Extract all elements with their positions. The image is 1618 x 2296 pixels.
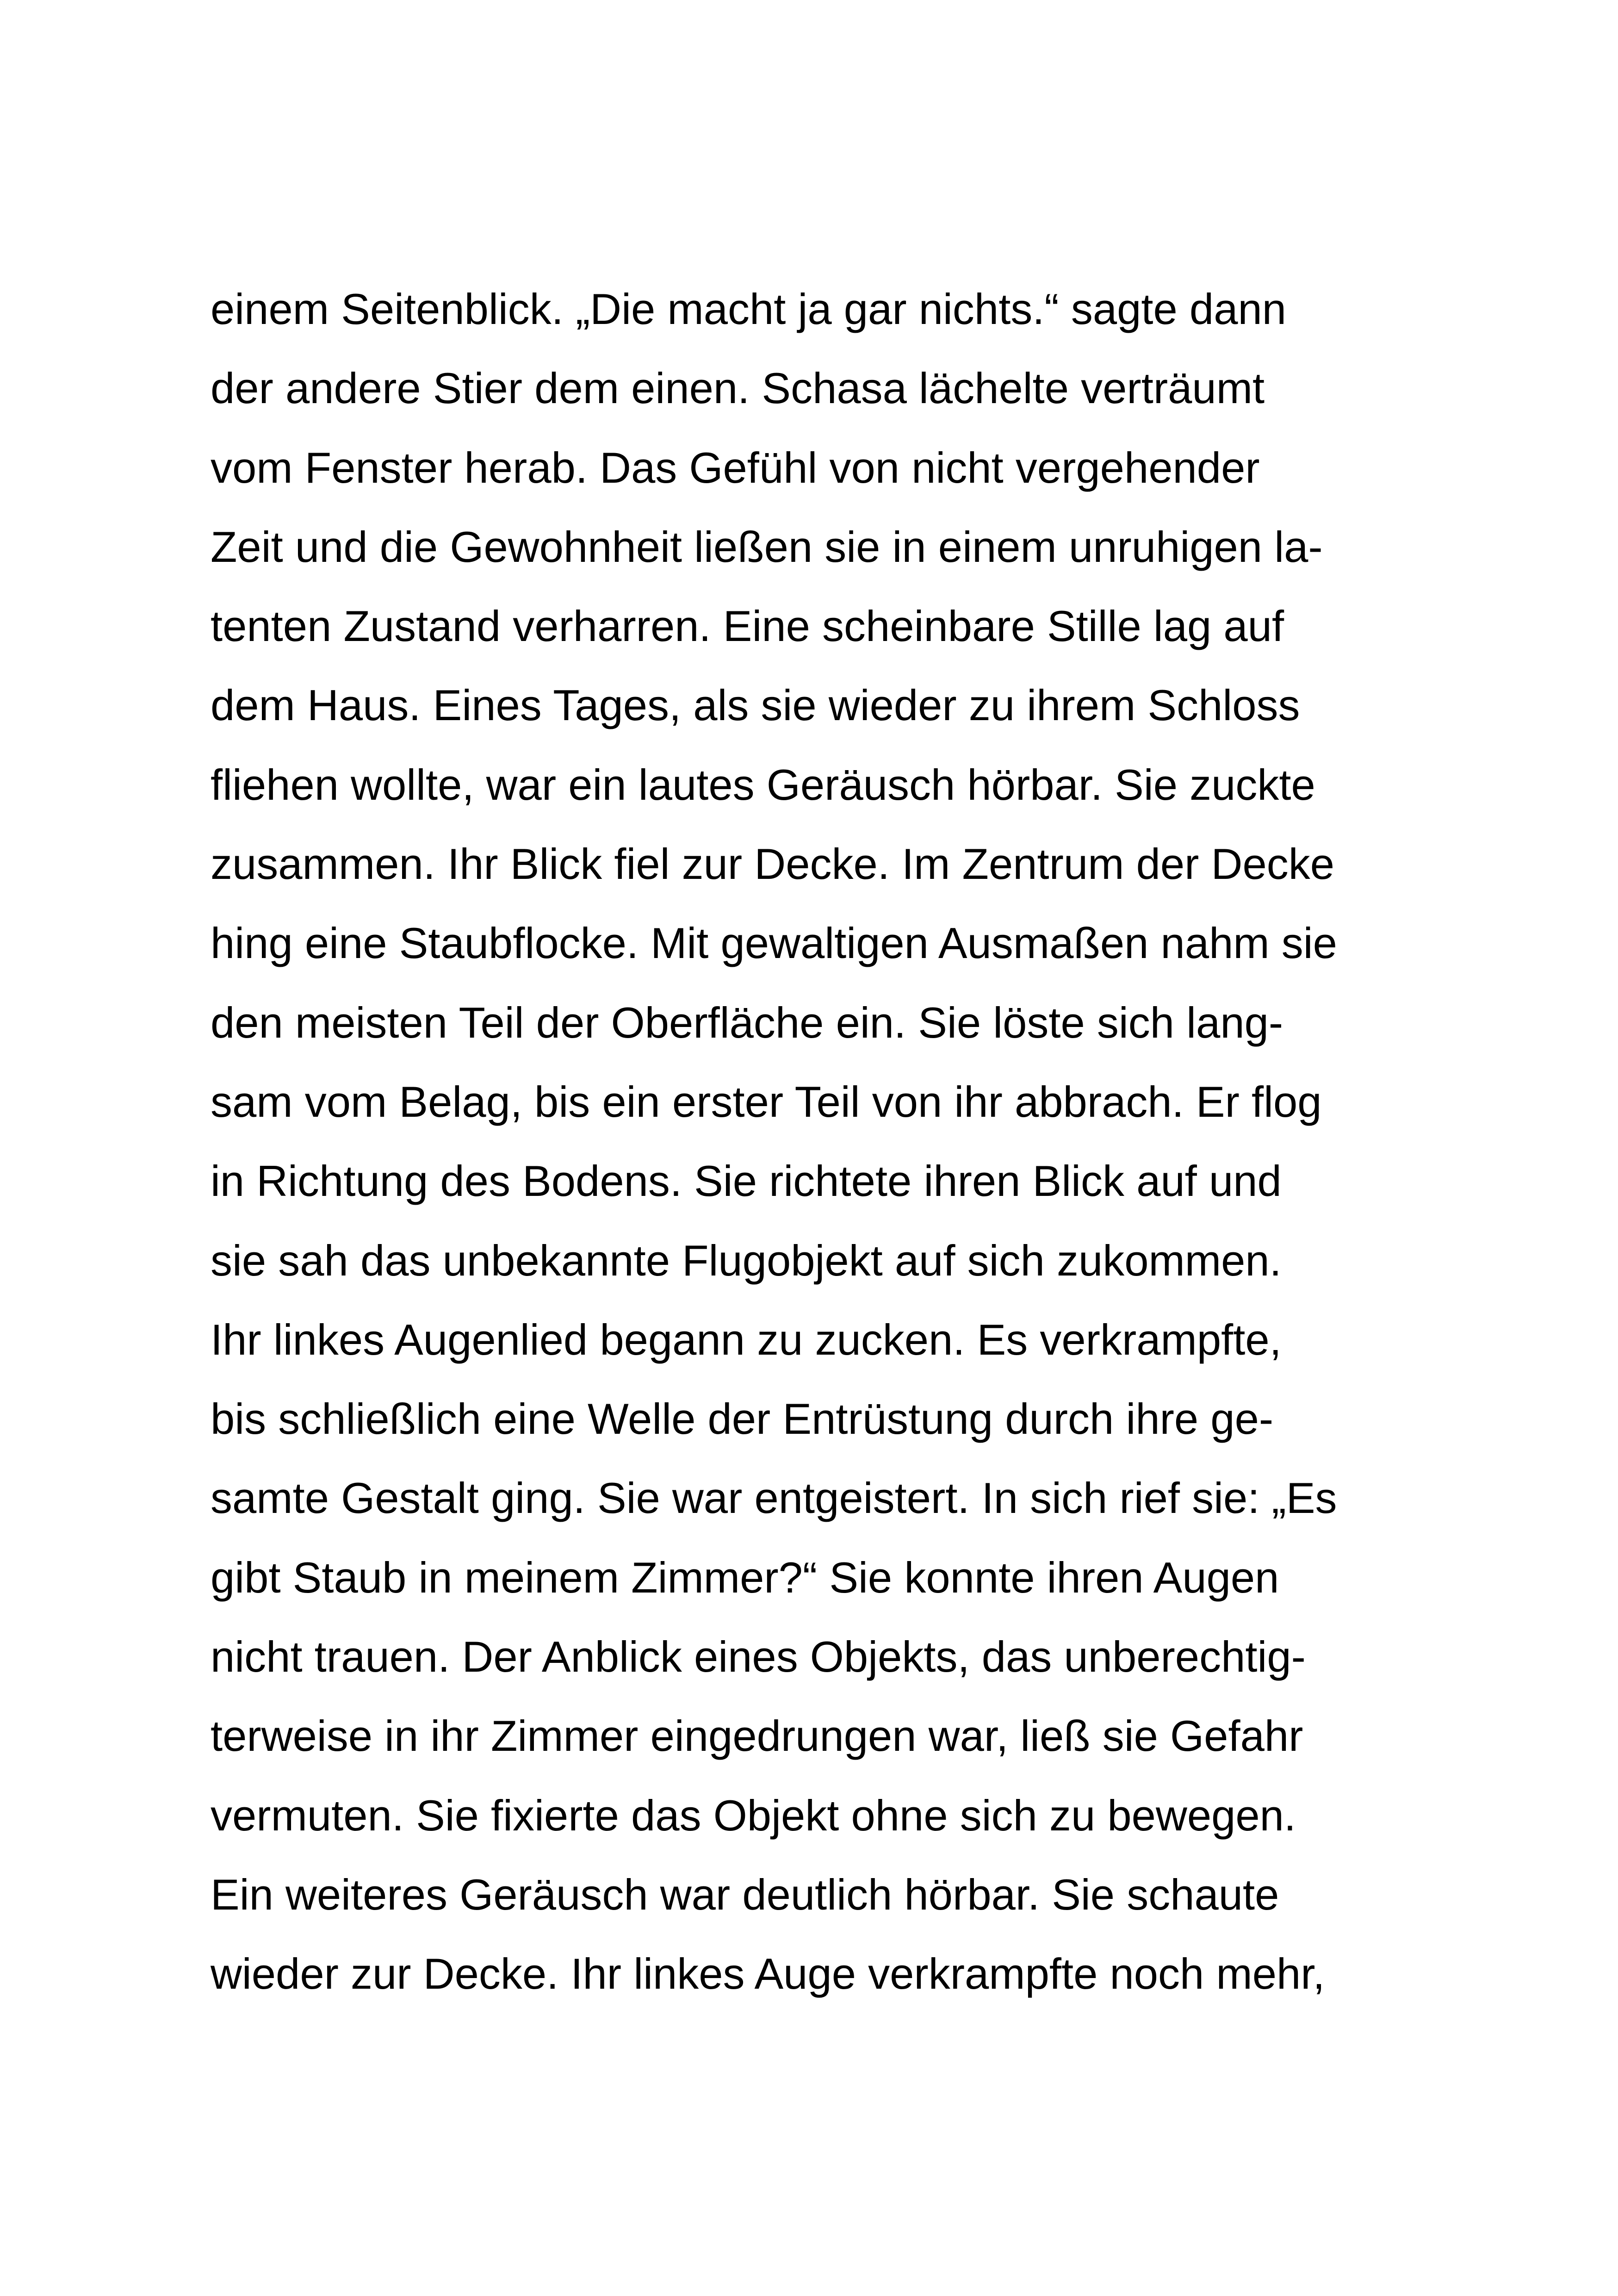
text-line: sam vom Belag, bis ein erster Teil von ihr abbrach. Er flog (211, 1077, 1322, 1126)
text-line: wieder zur Decke. Ihr linkes Auge verkrampfte noch mehr, (211, 1949, 1325, 1998)
text-line: in Richtung des Bodens. Sie richtete ihren Blick auf und (211, 1157, 1282, 1206)
text-line: hing eine Staubflocke. Mit gewaltigen Ausmaßen nahm sie (211, 919, 1337, 968)
text-line: gibt Staub in meinem Zimmer?“ Sie konnte ihren Augen (211, 1553, 1279, 1602)
text-line: tenten Zustand verharren. Eine scheinbare Stille lag auf (211, 602, 1284, 651)
text-line: nicht trauen. Der Anblick eines Objekts, das unberechtig- (211, 1632, 1306, 1681)
text-line: samte Gestalt ging. Sie war entgeistert. In sich rief sie: „Es (211, 1474, 1337, 1523)
text-line: dem Haus. Eines Tages, als sie wieder zu ihrem Schloss (211, 681, 1300, 730)
text-line: Zeit und die Gewohnheit ließen sie in einem unruhigen la- (211, 522, 1323, 571)
text-line: der andere Stier dem einen. Schasa lächelte verträumt (211, 364, 1265, 413)
text-line: sie sah das unbekannte Flugobjekt auf sich zukommen. (211, 1236, 1282, 1285)
text-line: den meisten Teil der Oberfläche ein. Sie löste sich lang- (211, 998, 1283, 1047)
text-line: vom Fenster herab. Das Gefühl von nicht vergehender (211, 443, 1260, 492)
text-line: bis schließlich eine Welle der Entrüstung durch ihre ge- (211, 1394, 1274, 1444)
text-line: terweise in ihr Zimmer eingedrungen war, ließ sie Gefahr (211, 1711, 1303, 1761)
text-line: Ein weiteres Geräusch war deutlich hörbar. Sie schaute (211, 1870, 1279, 1919)
text-line: einem Seitenblick. „Die macht ja gar nichts.“ sagte dann (211, 285, 1287, 333)
text-line: fliehen wollte, war ein lautes Geräusch hörbar. Sie zuckte (211, 760, 1315, 809)
body-text (211, 269, 1460, 2014)
text-line: zusammen. Ihr Blick fiel zur Decke. Im Zentrum der Decke (211, 840, 1335, 889)
text-line: vermuten. Sie fixierte das Objekt ohne sich zu bewegen. (211, 1791, 1296, 1840)
text-line: Ihr linkes Augenlied begann zu zucken. Es verkrampfte, (211, 1315, 1282, 1364)
